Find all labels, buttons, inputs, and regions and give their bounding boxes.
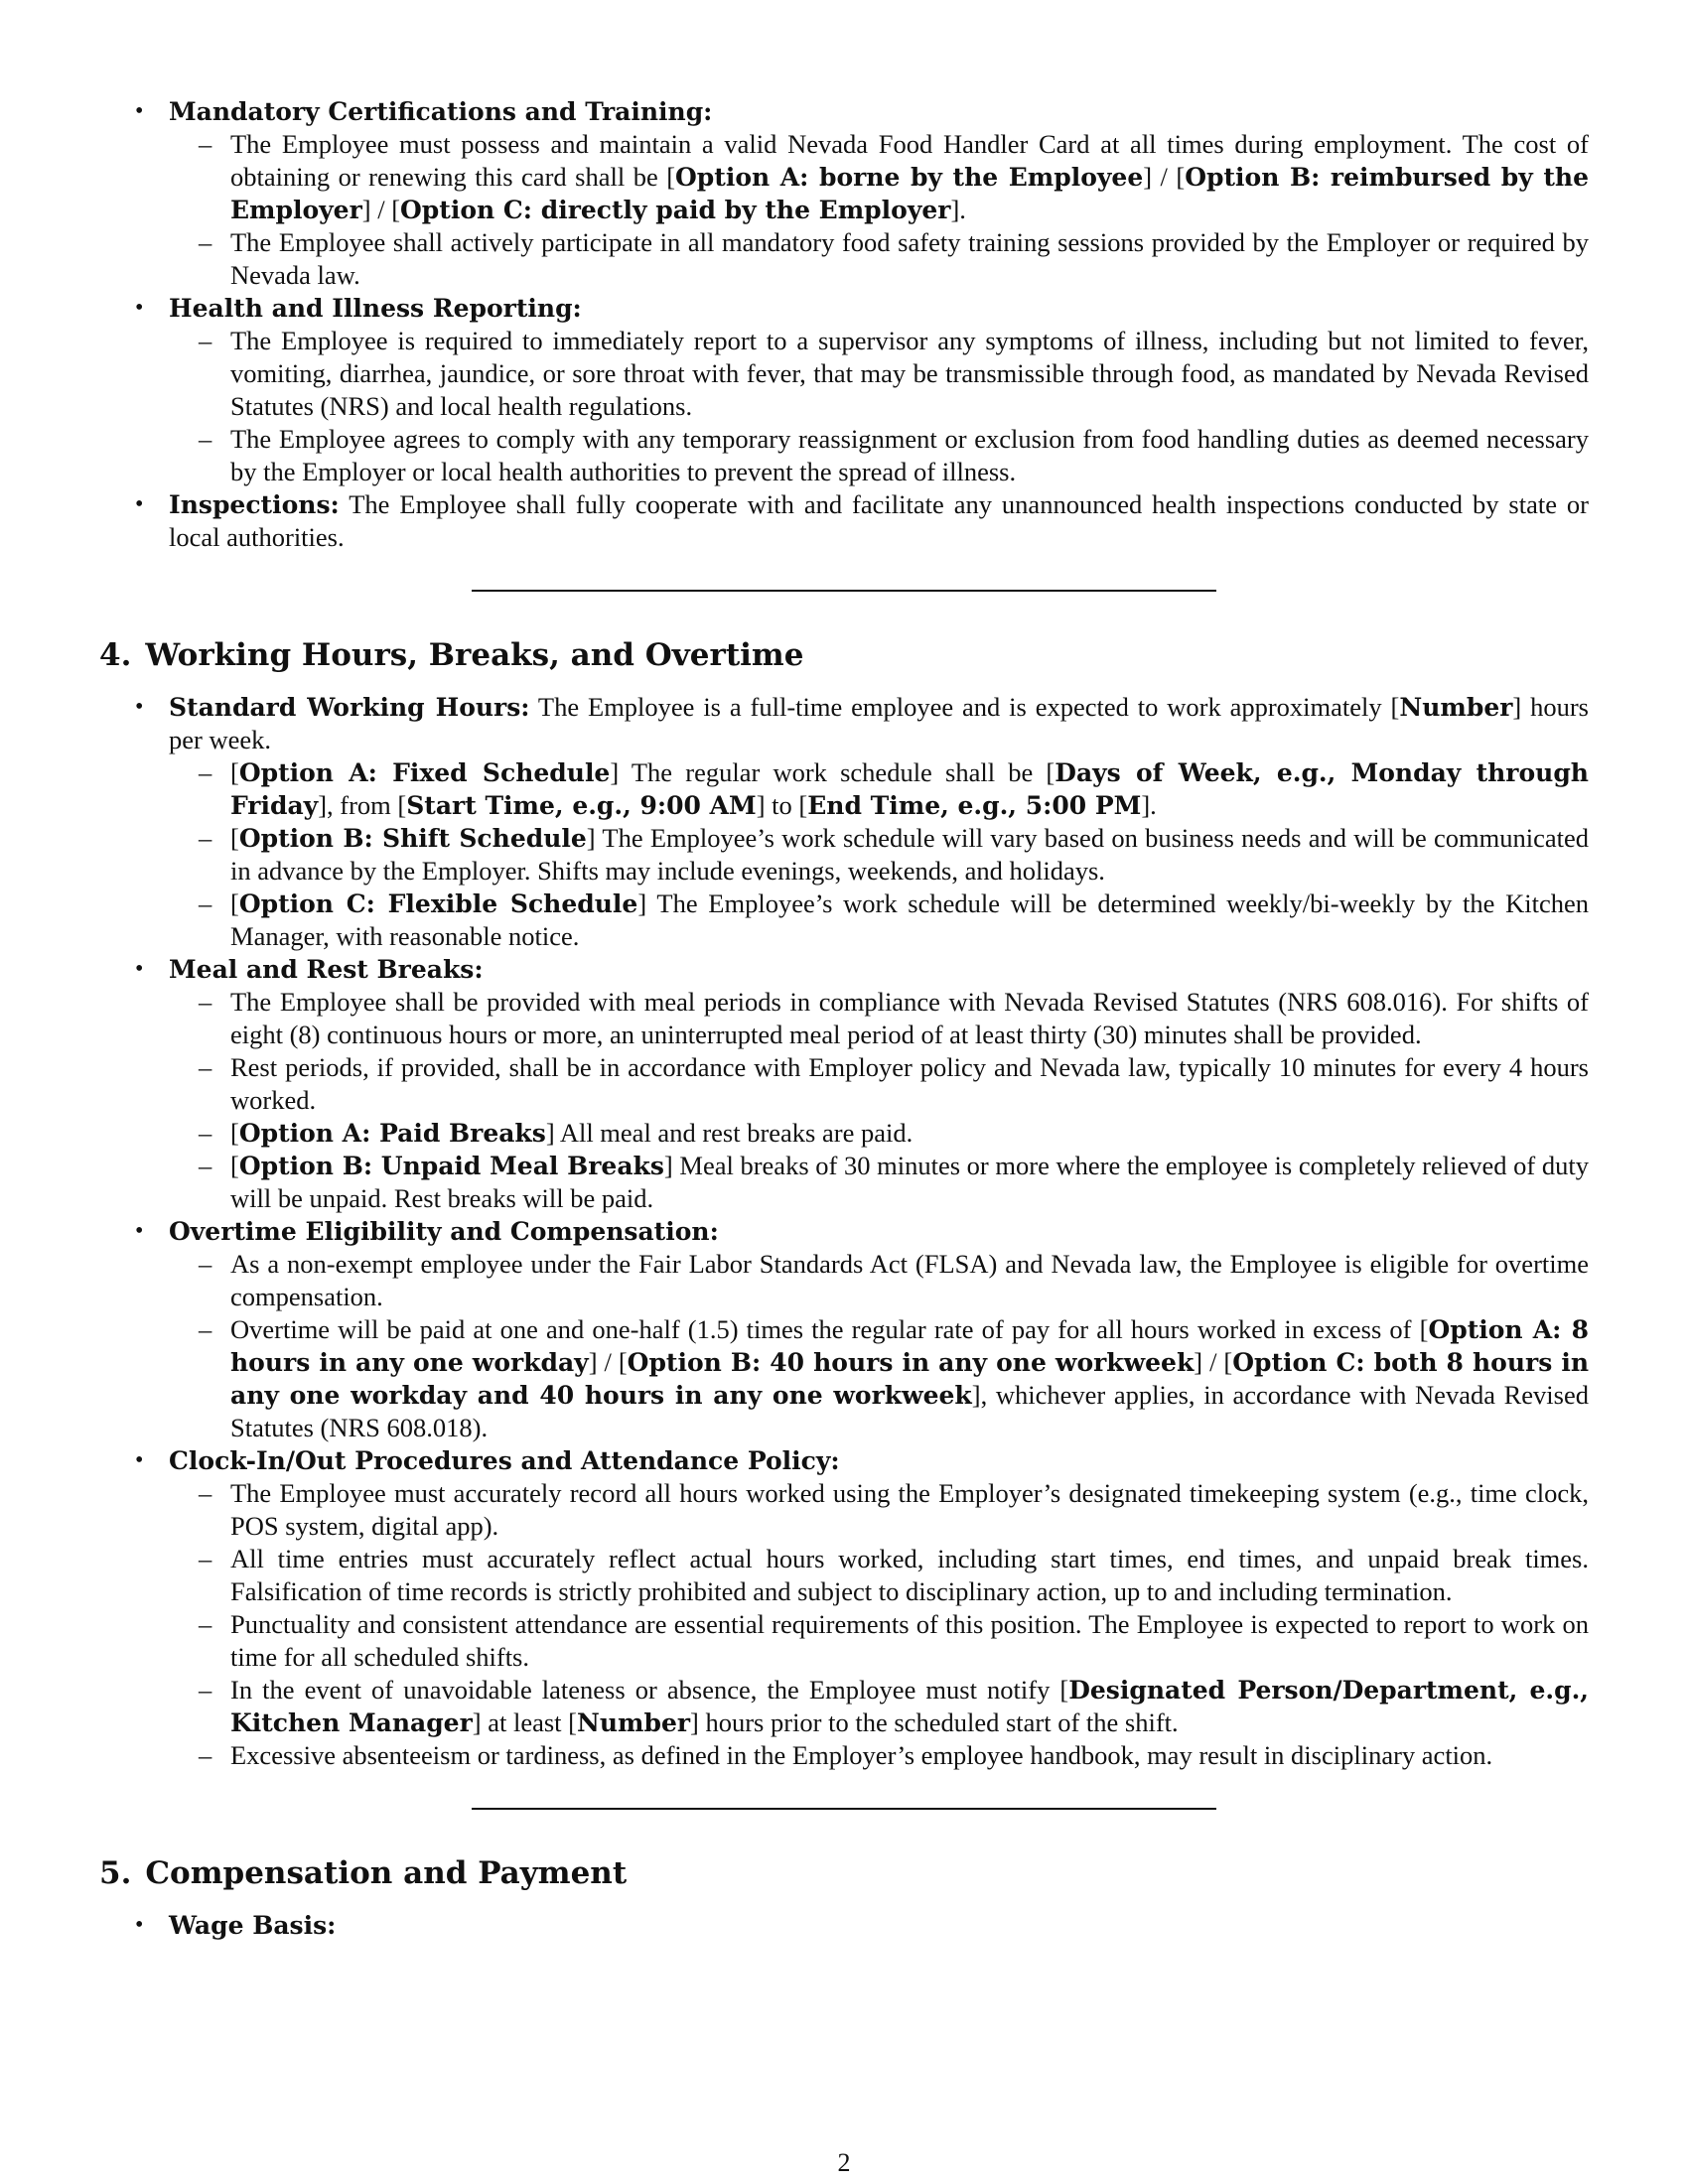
placeholder-text: End Time, e.g., 5:00 PM xyxy=(807,791,1142,820)
text: In the event of unavoidable lateness or absence, the Employee must notify [ xyxy=(230,1675,1069,1705)
list-item xyxy=(169,1674,1589,1739)
list-item xyxy=(99,292,1589,488)
text: The Employee is a full-time employee and is expected to work approximately [ xyxy=(529,692,1400,722)
list-item: – All time entries must accurately reflect actual hours worked, including start times, end times, and unpaid break times. Falsification of time records is strictly prohibited and subject to disciplinary action, up to and including termination. xyxy=(169,1543,1589,1608)
option-text: Option B: Shift Schedule xyxy=(238,824,587,853)
list-item xyxy=(99,1444,1589,1772)
schedule-options xyxy=(169,756,1589,953)
section-title: Compensation and Payment xyxy=(145,1855,628,1891)
placeholder-text: Designated Person/Department, e.g., Kitchen Manager xyxy=(230,1676,1589,1737)
text: ] to [ xyxy=(756,790,808,820)
text: [ xyxy=(230,888,239,918)
text: ] / [ xyxy=(1143,162,1186,192)
cert-heading: Mandatory Certifications and Training: xyxy=(169,97,713,126)
list-item xyxy=(169,1117,1589,1150)
text: Overtime will be paid at one and one-half (1.5) times the regular rate of pay for all hours worked in excess of [ xyxy=(230,1314,1429,1344)
list-item: – The Employee must accurately record all hours worked using the Employer’s designated timekeeping system (e.g., time clock, POS system, digital app). xyxy=(169,1477,1589,1543)
document-page xyxy=(99,95,1589,1942)
list-item xyxy=(169,887,1589,953)
text: ] hours per week. xyxy=(169,692,1589,754)
text: ], whichever applies, in accordance with Nevada Revised Statutes (NRS 608.018). xyxy=(230,1380,1589,1442)
option-text: Option A: Fixed Schedule xyxy=(238,758,611,787)
text: ] at least [ xyxy=(472,1707,577,1737)
option-text: Option C: Flexible Schedule xyxy=(238,889,638,918)
section5-list xyxy=(99,1909,1589,1942)
list-item xyxy=(99,953,1589,1215)
hours-heading: Standard Working Hours: xyxy=(169,693,530,722)
list-item: – Rest periods, if provided, shall be in accordance with Employer policy and Nevada law, typically 10 minutes for every 4 hours worked. xyxy=(169,1051,1589,1117)
option-text: Option C: both 8 hours in any one workday and 40 hours in any one workweek xyxy=(230,1348,1589,1410)
text: ], from [ xyxy=(318,790,407,820)
placeholder-text: Number xyxy=(576,1708,691,1737)
list-item xyxy=(99,1909,1589,1942)
text: The Employee shall fully cooperate with and facilitate any unannounced health inspections conducted by state or local authorities. xyxy=(169,489,1589,552)
section-5-heading xyxy=(99,1853,1589,1893)
text: ] hours prior to the scheduled start of the shift. xyxy=(690,1707,1179,1737)
text: ] / [ xyxy=(361,195,401,224)
health-heading: Health and Illness Reporting: xyxy=(169,294,582,323)
section-title: Working Hours, Breaks, and Overtime xyxy=(145,637,804,673)
text: [ xyxy=(230,1151,239,1180)
list-item: – The Employee shall be provided with meal periods in compliance with Nevada Revised Statutes (NRS 608.016). For shifts of eight (8) continuous hours or more, an uninterrupted meal period of at least thirty (30) minutes shall be provided. xyxy=(169,986,1589,1051)
inspections-heading: Inspections: xyxy=(169,490,340,519)
cert-sublist xyxy=(169,128,1589,292)
option-text: Option C: directly paid by the Employer xyxy=(400,196,951,224)
option-text: Option A: 8 hours in any one workday xyxy=(230,1315,1589,1377)
list-item xyxy=(99,1215,1589,1444)
section-number: 4. xyxy=(99,637,132,673)
list-item xyxy=(169,822,1589,887)
health-sublist xyxy=(169,325,1589,488)
placeholder-text: Number xyxy=(1399,693,1513,722)
section-divider xyxy=(472,590,1216,592)
text: [ xyxy=(230,823,239,853)
text: ] The Employee’s work schedule will be determined weekly/bi-weekly by the Kitchen Manager, with reasonable notice. xyxy=(230,888,1589,951)
list-item xyxy=(99,488,1589,554)
text: ]. xyxy=(1141,790,1157,820)
text: [ xyxy=(230,1118,239,1148)
placeholder-text: Start Time, e.g., 9:00 AM xyxy=(406,791,757,820)
text: ] / [ xyxy=(588,1347,628,1377)
list-item xyxy=(99,691,1589,953)
text: ]. xyxy=(950,195,966,224)
breaks-heading: Meal and Rest Breaks: xyxy=(169,955,484,984)
breaks-sublist xyxy=(169,986,1589,1215)
list-item: – Punctuality and consistent attendance are essential requirements of this position. The Employee is expected to report to work on time for all scheduled shifts. xyxy=(169,1608,1589,1674)
text: ] Meal breaks of 30 minutes or more where the employee is completely relieved of duty will be unpaid. Rest breaks will be paid. xyxy=(230,1151,1589,1213)
placeholder-text: Days of Week, e.g., Monday through Friday xyxy=(230,758,1589,820)
text: ] The regular work schedule shall be [ xyxy=(610,757,1055,787)
option-text: Option A: borne by the Employee xyxy=(675,163,1144,192)
section4-list xyxy=(99,691,1589,1772)
section-4-heading xyxy=(99,635,1589,675)
overtime-heading: Overtime Eligibility and Compensation: xyxy=(169,1217,719,1246)
list-item: – The Employee agrees to comply with any temporary reassignment or exclusion from food handling duties as deemed necessary by the Employer or local health authorities to prevent the spread of illness. xyxy=(169,423,1589,488)
text: ] / [ xyxy=(1194,1347,1233,1377)
overtime-sublist xyxy=(169,1248,1589,1444)
wage-heading: Wage Basis: xyxy=(169,1911,337,1940)
list-item: – As a non-exempt employee under the Fair Labor Standards Act (FLSA) and Nevada law, the Employee is eligible for overtime compensation. xyxy=(169,1248,1589,1313)
text: ] All meal and rest breaks are paid. xyxy=(545,1118,914,1148)
list-item xyxy=(169,1313,1589,1444)
section3-tail-list xyxy=(99,95,1589,554)
list-item: – The Employee shall actively participate in all mandatory food safety training sessions provided by the Employer or required by Nevada law. xyxy=(169,226,1589,292)
page-number: 2 xyxy=(837,2148,851,2177)
list-item xyxy=(169,756,1589,822)
text: [ xyxy=(230,757,239,787)
option-text: Option B: reimbursed by the Employer xyxy=(230,163,1590,224)
option-text: Option A: Paid Breaks xyxy=(238,1119,546,1148)
text: The Employee must possess and maintain a valid Nevada Food Handler Card at all times during employment. The cost of obtaining or renewing this card shall be [ xyxy=(230,129,1589,192)
list-item xyxy=(169,1150,1589,1215)
list-item: – Excessive absenteeism or tardiness, as defined in the Employer’s employee handbook, may result in disciplinary action. xyxy=(169,1739,1589,1772)
list-item: – The Employee is required to immediately report to a supervisor any symptoms of illness, including but not limited to fever, vomiting, diarrhea, jaundice, or sore throat with fever, that may be transmissible through food, as mandated by Nevada Revised Statutes (NRS) and local health regulations. xyxy=(169,325,1589,423)
section-number: 5. xyxy=(99,1855,132,1891)
option-text: Option B: 40 hours in any one workweek xyxy=(627,1348,1195,1377)
clock-sublist xyxy=(169,1477,1589,1772)
list-item xyxy=(169,128,1589,226)
list-item xyxy=(99,95,1589,292)
section-divider xyxy=(472,1808,1216,1810)
text: ] The Employee’s work schedule will vary based on business needs and will be communicated in advance by the Employer. Shifts may include evenings, weekends, and holidays. xyxy=(230,823,1589,886)
option-text: Option B: Unpaid Meal Breaks xyxy=(238,1152,664,1180)
clock-heading: Clock-In/Out Procedures and Attendance Policy: xyxy=(169,1446,840,1475)
